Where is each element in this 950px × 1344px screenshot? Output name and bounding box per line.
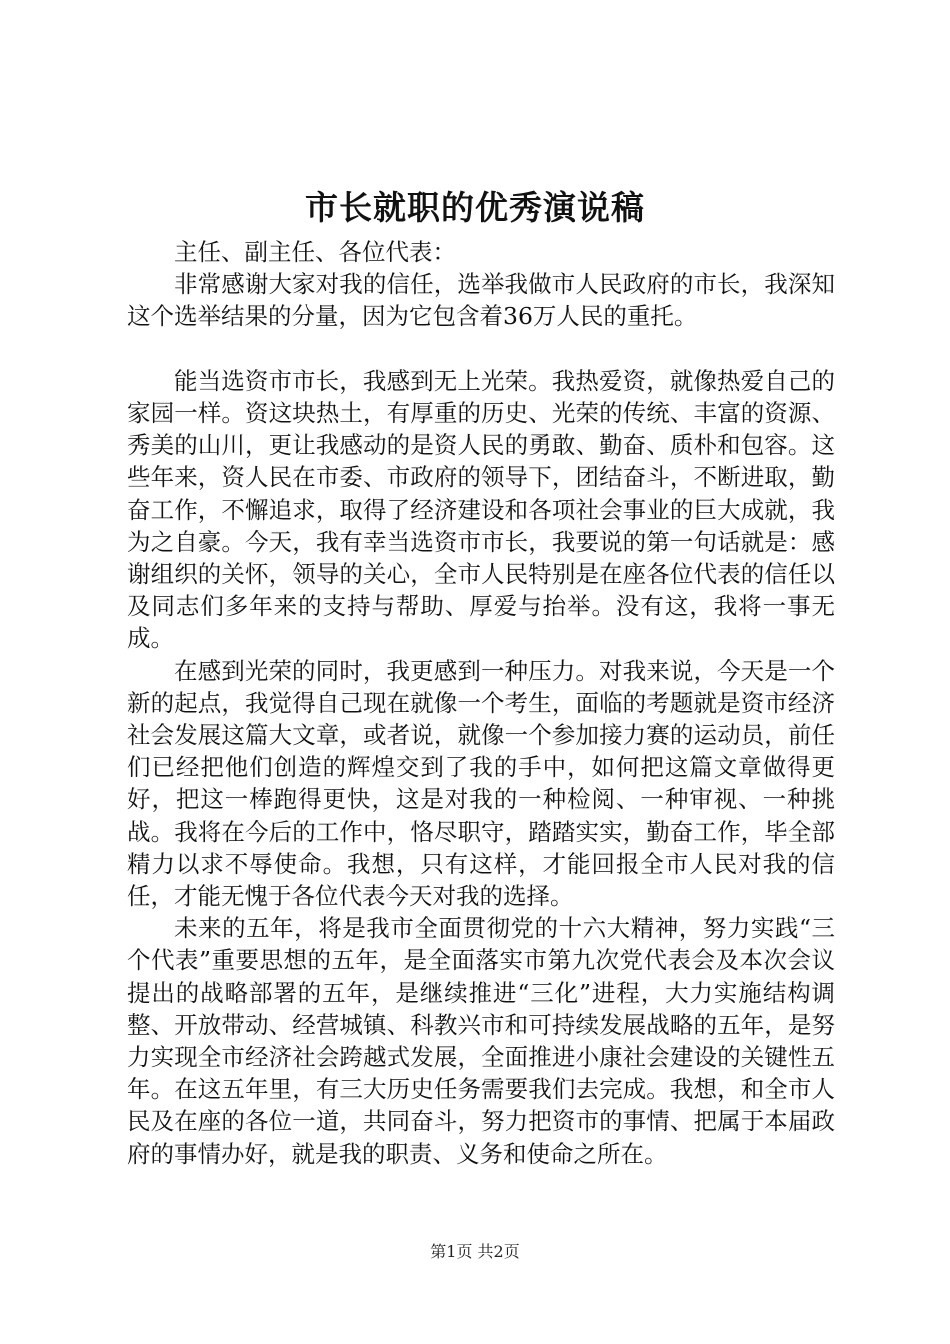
paragraph-spacer [127,333,835,365]
paragraph-3: 在感到光荣的同时，我更感到一种压力。对我来说，今天是一个新的起点，我觉得自己现在就像一个考生，面临的考题就是资市经济社会发展这篇大文章，或者说，就像一个参加接力赛的运动员，前任们已经把他们创造的辉煌交到了我的手中，如何把这篇文章做得更好，把这一棒跑得更快，这是对我的一种检阅、一种审视、一种挑战。我将在今后的工作中，恪尽职守，踏踏实实，勤奋工作，毕全部精力以求不辱使命。我想，只有这样，才能回报全市人民对我的信任，才能无愧于各位代表今天对我的选择。 [127,656,835,911]
page-indicator: 第1页 共2页 [430,1242,520,1261]
salutation: 主任、副主任、各位代表： [174,238,456,266]
paragraph-4: 未来的五年，将是我市全面贯彻党的十六大精神，努力实践“三个代表”重要思想的五年，是全面落实市第九次党代表会及本次会议提出的战略部署的五年，是继续推进“三化”进程，大力实施结构调整、开放带动、经营城镇、科教兴市和可持续发展战略的五年，是努力实现全市经济社会跨越式发展，全面推进小康社会建设的关键性五年。在这五年里，有三大历史任务需要我们去完成。我想，和全市人民及在座的各位一道，共同奋斗，努力把资市的事情、把属于本届政府的事情办好，就是我的职责、义务和使命之所在。 [127,914,835,1168]
paragraph-1: 非常感谢大家对我的信任，选举我做市人民政府的市长，我深知这个选举结果的分量，因为它包含着36万人民的重托。 [127,270,835,331]
paragraph-2: 能当选资市市长，我感到无上光荣。我热爱资，就像热爱自己的家园一样。资这块热土，有厚重的历史、光荣的传统、丰富的资源、秀美的山川，更让我感动的是资人民的勇敢、勤奋、质朴和包容。这些年来，资人民在市委、市政府的领导下，团结奋斗，不断进取，勤奋工作，不懈追求，取得了经济建设和各项社会事业的巨大成就，我为之自豪。今天，我有幸当选资市市长，我要说的第一句话就是：感谢组织的关怀，领导的关心，全市人民特别是在座各位代表的信任以及同志们多年来的支持与帮助、厚爱与抬举。没有这，我将一事无成。 [127,366,835,653]
document-title: 市长就职的优秀演说稿 [305,188,645,227]
document-body [127,236,835,1170]
